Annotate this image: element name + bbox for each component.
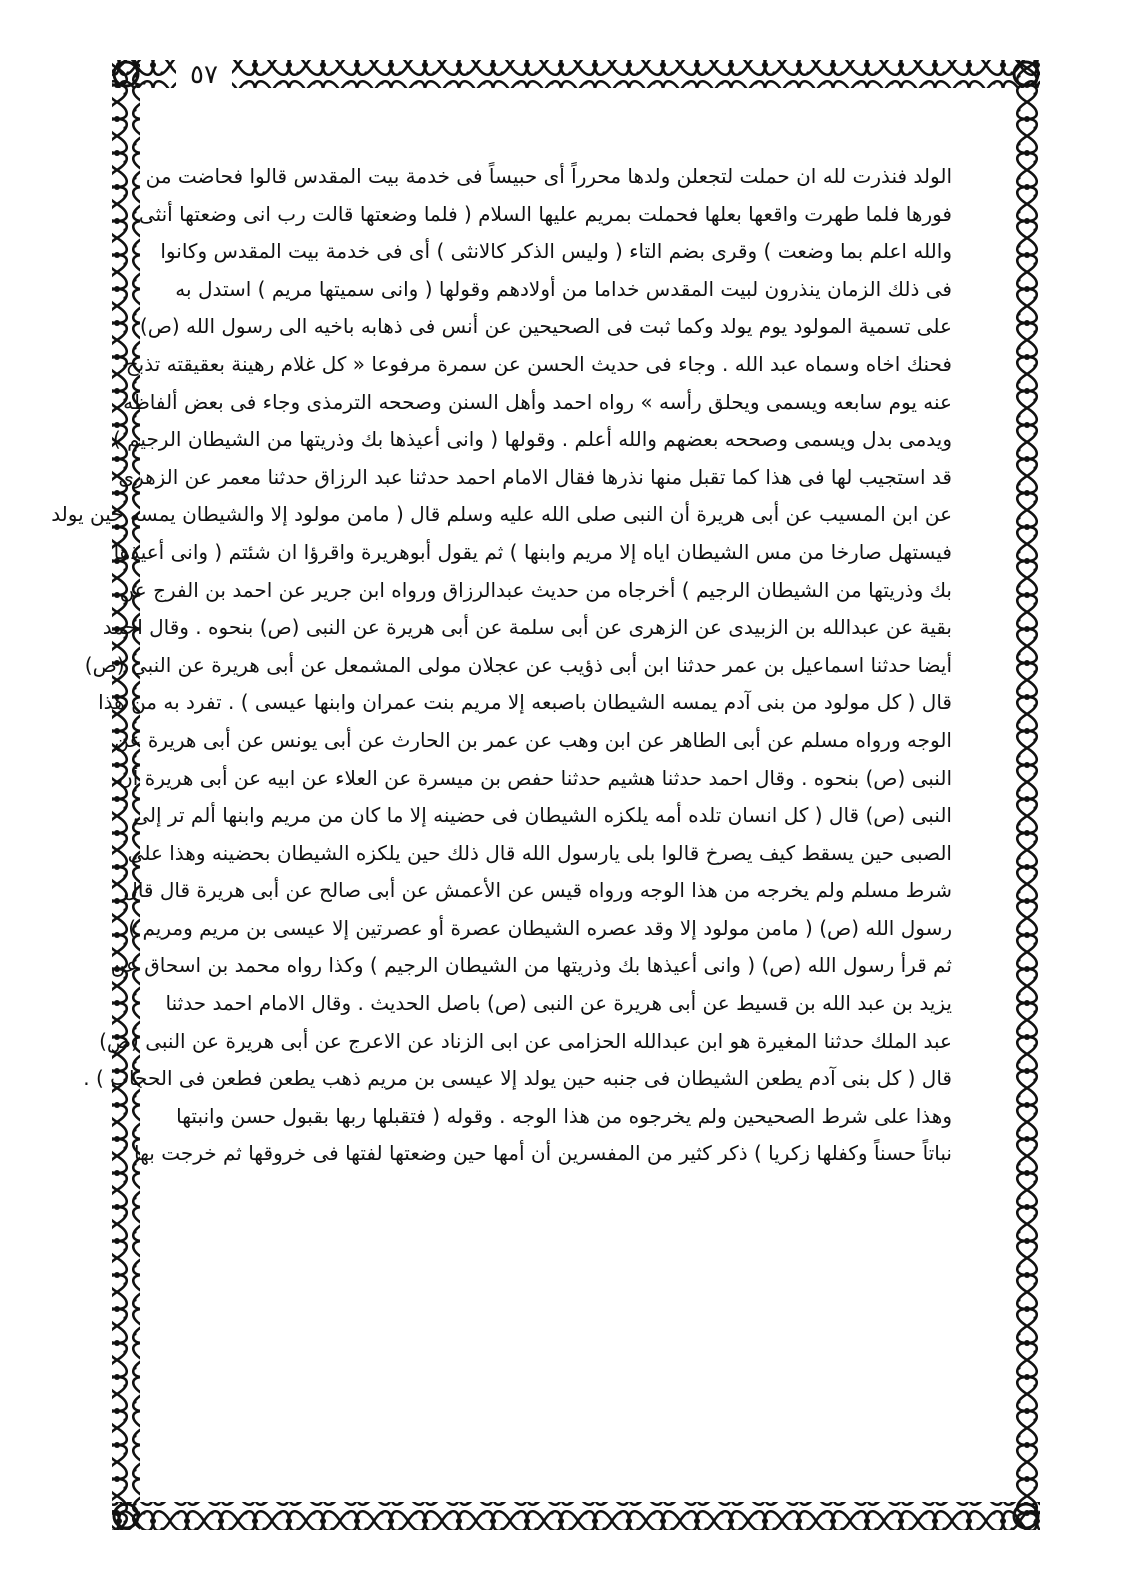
text-line: النبى (ص) قال ( كل انسان تلده أمه يلكزه الشيطان فى حضينه إلا ما كان من مريم وابنها ألم تر إلى [133,803,952,828]
page-number: ٥٧ [176,58,232,92]
body-text [51,158,952,1173]
text-line: على تسمية المولود يوم يولد وكما ثبت فى الصحيحين عن أنس فى ذهابه باخيه الى رسول الله (ص) [139,314,952,339]
text-line: فورها فلما طهرت واقعها بعلها فحملت بمريم عليها السلام ( فلما وضعتها قالت رب انى وضعتها أنثى [138,201,952,226]
text-line: ثم قرأ رسول الله (ص) ( وانى أعيذها بك وذريتها من الشيطان الرجيم ) وكذا رواه محمد بن اسحاق عن [110,953,952,978]
text-line: فيستهل صارخا من مس الشيطان اياه إلا مريم وابنها ) ثم يقول أبوهريرة واقرؤا ان شئتم ( وانى أعيذها [113,539,952,564]
text-line: عن ابن المسيب عن أبى هريرة أن النبى صلى الله عليه وسلم قال ( مامن مولود إلا والشيطان يمسه حين يولد [51,502,952,527]
text-line: والله اعلم بما وضعت ) وقرى بضم التاء ( وليس الذكر كالانثى ) أى فى خدمة بيت المقدس وكانوا [160,239,952,264]
text-line: بك وذريتها من الشيطان الرجيم ) أخرجاه من حديث عبدالرزاق ورواه ابن جرير عن احمد بن الفرج عن [119,577,952,602]
text-line: النبى (ص) بنحوه . وقال احمد حدثنا هشيم حدثنا حفص بن ميسرة عن العلاء عن ابيه عن أبى هريرة أن [118,765,952,790]
text-line: عنه يوم سابعه ويسمى ويحلق رأسه » رواه احمد وأهل السنن وصححه الترمذى وجاء فى بعض ألفاظه [123,389,952,414]
text-line: قال ( كل مولود من بنى آدم يمسه الشيطان باصبعه إلا مريم بنت عمران وابنها عيسى ) . تفرد به من هذا [98,690,952,715]
text-line: أيضا حدثنا اسماعيل بن عمر حدثنا ابن أبى ذؤيب عن عجلان مولى المشمعل عن أبى هريرة عن النبى (ص) [84,652,952,677]
text-line: بقية عن عبدالله بن الزبيدى عن الزهرى عن أبى سلمة عن أبى هريرة عن النبى (ص) بنحوه . وقال احمد [102,615,952,640]
text-line: فى ذلك الزمان ينذرون لبيت المقدس خداما من أولادهم وقولها ( وانى سميتها مريم ) استدل به [175,276,952,301]
text-line: شرط مسلم ولم يخرجه من هذا الوجه ورواه قيس عن الأعمش عن أبى صالح عن أبى هريرة قال قال [123,878,952,903]
text-line: قال ( كل بنى آدم يطعن الشيطان فى جنبه حين يولد إلا عيسى بن مريم ذهب يطعن فطعن فى الحجاب ) . [83,1066,952,1091]
text-line: ويدمى بدل ويسمى وصححه بعضهم والله أعلم . وقولها ( وانى أعيذها بك وذريتها من الشيطان الرجيم ) [112,427,952,452]
text-line: الوجه ورواه مسلم عن أبى الطاهر عن ابن وهب عن عمر بن الحارث عن أبى يونس عن أبى هريرة عن [114,727,952,752]
text-line: نباتاً حسناً وكفلها زكريا ) ذكر كثير من المفسرين أن أمها حين وضعتها لفتها فى خروقها ثم خرجت بها [133,1141,952,1166]
text-line: الصبى حين يسقط كيف يصرخ قالوا بلى يارسول الله قال ذلك حين يلكزه الشيطان بحضينه وهذا على [127,840,952,865]
text-line: فحنك اخاه وسماه عبد الله . وجاء فى حديث الحسن عن سمرة مرفوعا « كل غلام رهينة بعقيقته تذبح [125,351,952,376]
text-line: الولد فنذرت لله ان حملت لتجعلن ولدها محرراً أى حبيساً فى خدمة بيت المقدس قالوا فحاضت من [145,164,952,188]
text-line: يزيد بن عبد الله بن قسيط عن أبى هريرة عن النبى (ص) باصل الحديث . وقال الامام احمد حدثنا [165,991,952,1016]
text-line: عبد الملك حدثنا المغيرة هو ابن عبدالله الحزامى عن ابى الزناد عن الاعرج عن أبى هريرة عن النبى (ص) [99,1028,952,1053]
text-line: رسول الله (ص) ( مامن مولود إلا وقد عصره الشيطان عصرة أو عصرتين إلا عيسى بن مريم ومريم ) [128,915,952,940]
text-line: قد استجيب لها فى هذا كما تقبل منها نذرها فقال الامام احمد حدثنا عبد الرزاق حدثنا معمر عن الزهرى [118,464,952,489]
text-line: وهذا على شرط الصحيحين ولم يخرجوه من هذا الوجه . وقوله ( فتقبلها ربها بقبول حسن وانبتها [176,1103,952,1128]
